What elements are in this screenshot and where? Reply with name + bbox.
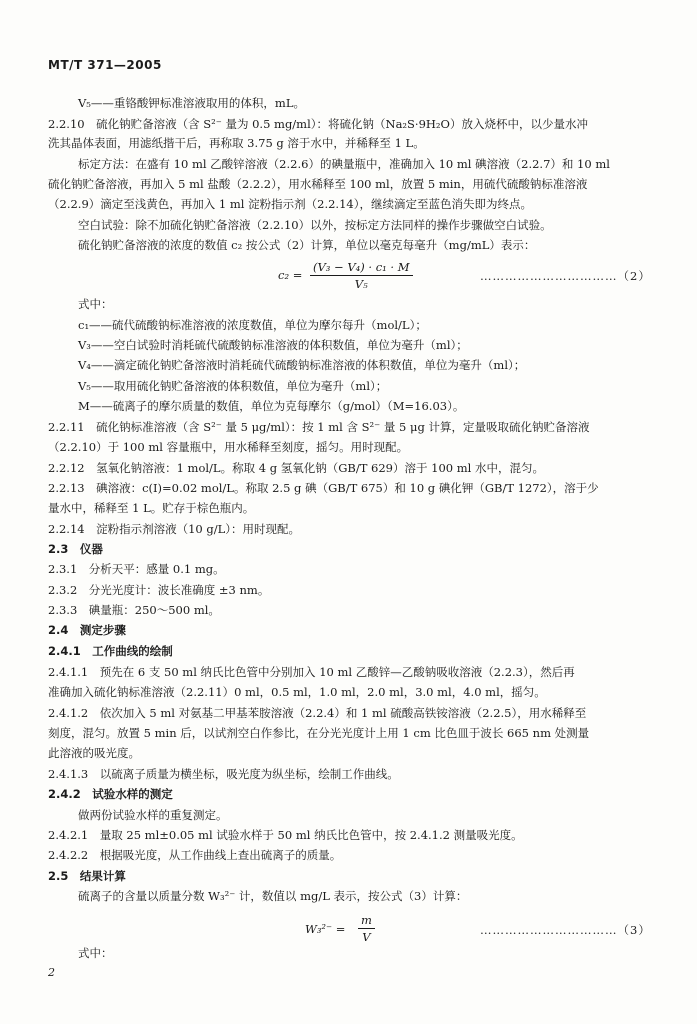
text-line: 2.2.10 硫化钠贮备溶液（含 S²⁻ 量为 0.5 mg/ml）：将硫化钠（Na₂S·9H₂O）放入烧杯中，以少量水冲 [48,117,588,131]
formula-2-lhs: c₂ = [278,268,303,282]
text-line: 量水中，稀释至 1 L。贮存于棕色瓶内。 [48,501,255,515]
text-line: 2.3.3 碘量瓶：250～500 ml。 [48,603,220,617]
formula-3-lhs: W₃²⁻ = [305,922,346,936]
text-line: （2.2.9）滴定至浅黄色，再加入 1 ml 淀粉指示剂（2.2.14），继续滴定至蓝色消失即为终点。 [48,197,532,211]
section-heading: 2.4 测定步骤 [48,623,126,637]
formula-3-numerator: m [358,913,375,929]
formula-2-fraction [310,260,413,291]
text-line: V₅——重铬酸钾标准溶液取用的体积，mL。 [78,96,305,110]
text-line: V₄——滴定硫化钠贮备溶液时消耗硫代硫酸钠标准溶液的体积数值，单位为毫升（ml）； [78,358,526,372]
text-line: 空白试验：除不加硫化钠贮备溶液（2.2.10）以外，按标定方法同样的操作步骤做空白试验。 [78,218,552,232]
section-heading: 2.4.1 工作曲线的绘制 [48,644,173,658]
text-line: 2.3.2 分光光度计：波长准确度 ±3 nm。 [48,583,270,597]
text-line: （2.2.10）于 100 ml 容量瓶中，用水稀释至刻度，摇匀。用时现配。 [48,440,409,454]
text-line: 做两份试验水样的重复测定。 [78,808,228,822]
text-line: 标定方法：在盛有 10 ml 乙酸锌溶液（2.2.6）的碘量瓶中，准确加入 10 ml 碘溶液（2.2.7）和 10 ml [78,157,610,171]
formula-3-number: ……………………………（3） [480,923,651,937]
page-number: 2 [48,966,55,979]
text-line: 2.4.2.2 根据吸光度，从工作曲线上查出硫离子的质量。 [48,848,342,862]
standard-code-header: MT/T 371—2005 [48,58,162,72]
text-line: 2.2.12 氢氧化钠溶液：1 mol/L。称取 4 g 氢氧化钠（GB/T 629）溶于 100 ml 水中，混匀。 [48,461,544,475]
text-line: 2.2.11 硫化钠标准溶液（含 S²⁻ 量 5 μg/ml）：按 1 ml 含 S²⁻ 量 5 μg 计算，定量吸取硫化钠贮备溶液 [48,420,590,434]
formula-2-numerator: (V₃ − V₄) · c₁ · M [310,260,413,276]
section-heading: 2.5 结果计算 [48,869,126,883]
formula-2-number: ……………………………（2） [480,269,651,283]
text-line: 准确加入硫化钠标准溶液（2.2.11）0 ml，0.5 ml，1.0 ml，2.0 ml，3.0 ml，4.0 ml，摇匀。 [48,685,546,699]
text-line: 2.2.14 淀粉指示剂溶液（10 g/L）：用时现配。 [48,522,300,536]
text-line: 2.4.1.1 预先在 6 支 50 ml 纳氏比色管中分别加入 10 ml 乙酸锌—乙酸钠吸收溶液（2.2.3），然后再 [48,665,575,679]
text-line: 2.4.1.2 依次加入 5 ml 对氨基二甲基苯胺溶液（2.2.4）和 1 ml 硫酸高铁铵溶液（2.2.5），用水稀释至 [48,706,587,720]
text-line: V₃——空白试验时消耗硫代硫酸钠标准溶液的体积数值，单位为毫升（ml）； [78,338,468,352]
text-line: V₅——取用硫化钠贮备溶液的体积数值，单位为毫升（ml）； [78,379,388,393]
text-line: 2.4.1.3 以硫离子质量为横坐标，吸光度为纵坐标，绘制工作曲线。 [48,767,399,781]
formula-2-denominator: V₅ [354,277,368,291]
text-line: 洗其晶体表面，用滤纸揩干后，再称取 3.75 g 溶于水中，并稀释至 1 L。 [48,136,425,150]
text-line: 刻度，混匀。放置 5 min 后，以试剂空白作参比，在分光光度计上用 1 cm 比色皿于波长 665 nm 处测量 [48,726,590,740]
text-line: 此溶液的吸光度。 [48,746,140,760]
text-line: 硫离子的含量以质量分数 W₃²⁻ 计，数值以 mg/L 表示，按公式（3）计算： [78,889,468,903]
text-line: 硫化钠贮备溶液，再加入 5 ml 盐酸（2.2.2），用水稀释至 100 ml，放置 5 min，用硫代硫酸钠标准溶液 [48,177,588,191]
formula-3-denominator: V [362,930,371,944]
text-line: 2.3.1 分析天平：感量 0.1 mg。 [48,562,225,576]
text-line: 2.4.2.1 量取 25 ml±0.05 ml 试验水样于 50 ml 纳氏比色管中，按 2.4.1.2 测量吸光度。 [48,828,523,842]
text-line: 式中： [78,297,113,311]
section-heading: 2.3 仪器 [48,542,103,556]
formula-3-fraction [358,913,375,944]
text-line: 式中： [78,946,113,960]
section-heading: 2.4.2 试验水样的测定 [48,787,173,801]
text-line: 硫化钠贮备溶液的浓度的数值 c₂ 按公式（2）计算，单位以毫克每毫升（mg/mL）表示： [78,238,536,252]
text-line: c₁——硫代硫酸钠标准溶液的浓度数值，单位为摩尔每升（mol/L）； [78,318,427,332]
text-line: 2.2.13 碘溶液：c(I)=0.02 mol/L。称取 2.5 g 碘（GB/T 675）和 10 g 碘化钾（GB/T 1272），溶于少 [48,481,599,495]
text-line: M——硫离子的摩尔质量的数值，单位为克每摩尔（g/mol）（M=16.03）。 [78,399,465,413]
